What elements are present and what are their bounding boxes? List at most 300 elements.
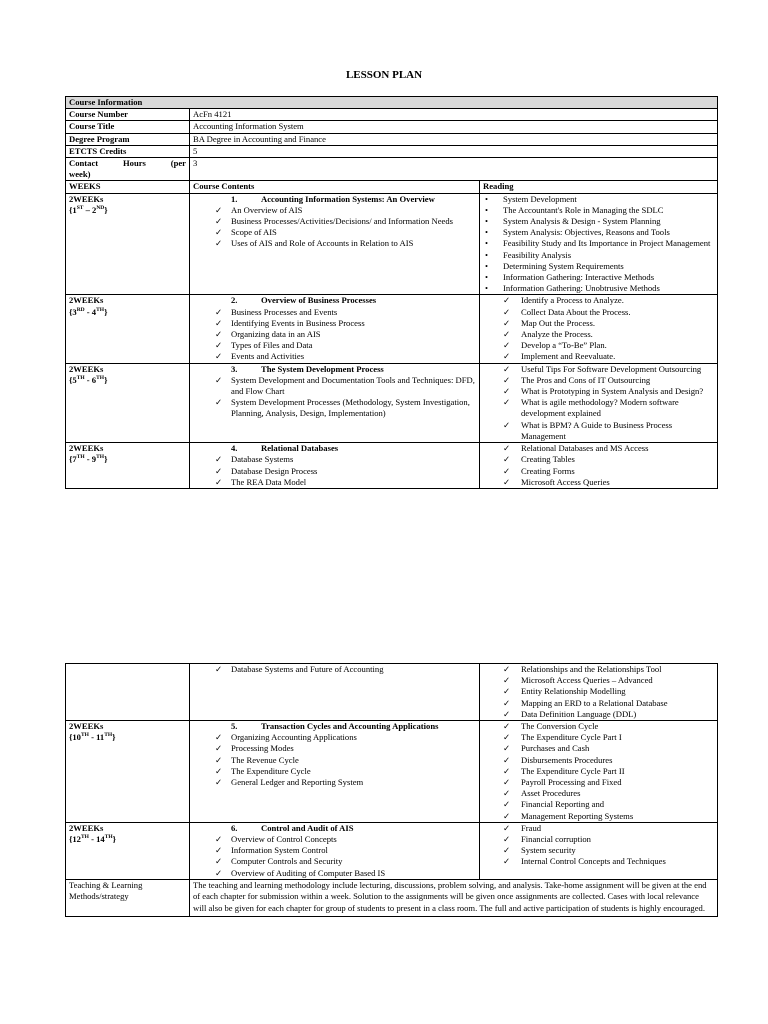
reading-text: Relationships and the Relationships Tool: [521, 664, 662, 674]
reading-item: [483, 205, 714, 216]
reading-item: [483, 675, 714, 686]
weeks-range-end: }: [104, 454, 108, 465]
lesson-plan-table-continued: [65, 663, 718, 917]
checkmark-icon: ✓: [215, 204, 223, 215]
topic-text: Business Processes/Activities/Decisions/ and Information Needs: [231, 216, 453, 227]
bullet-icon: •: [485, 249, 489, 260]
section-title: The System Development Process: [261, 363, 384, 374]
checkmark-icon: ✓: [215, 867, 223, 878]
topic-item: [193, 766, 476, 777]
reading-item: [483, 340, 714, 351]
weeks-range-sep: – 2: [83, 204, 97, 215]
topic-item: [193, 340, 476, 351]
reading-item: [483, 261, 714, 272]
methods-text: The teaching and learning methodology include lecturing, discussions, problem solving, and analysis. Take-home assignment will be given at the end of each chapter for submission within a week. Solution to the assignments will be given once assignments are collected. Cases with local relevance will also be given for each chapter for group of students to present in a class room. The full and active participation of students is highly encouraged.: [193, 879, 707, 913]
checkmark-icon: ✓: [503, 754, 511, 765]
checkmark-icon: ✓: [503, 765, 511, 776]
topic-text: Types of Files and Data: [231, 340, 313, 351]
reading-text: What is agile methodology? Modern software development explained: [521, 397, 679, 419]
reading-list: [483, 443, 714, 488]
checkmark-icon: ✓: [215, 777, 223, 788]
reading-text: System Analysis & Design - System Planning: [503, 216, 661, 227]
course-info-header: Course Information: [69, 97, 143, 107]
bullet-icon: •: [485, 227, 489, 238]
section-number: 1.: [231, 193, 238, 204]
topic-text: Uses of AIS and Role of Accounts in Relation to AIS: [231, 238, 414, 249]
weeks-range-end-suffix: TH: [96, 454, 105, 461]
checkmark-icon: ✓: [503, 822, 511, 833]
checkmark-icon: ✓: [215, 476, 223, 487]
section-title-row: [193, 443, 476, 454]
checkmark-icon: ✓: [503, 697, 511, 708]
topic-text: Organizing Accounting Applications: [231, 732, 357, 743]
weeks-range: [69, 375, 186, 386]
bullet-icon: •: [485, 260, 489, 271]
topic-list: [193, 307, 476, 363]
topic-item: [193, 755, 476, 766]
weeks-range: [69, 834, 186, 845]
checkmark-icon: ✓: [215, 743, 223, 754]
reading-item: [483, 799, 714, 810]
weeks-label: 2WEEKs: [69, 193, 104, 204]
topic-text: Database Design Process: [231, 465, 318, 476]
checkmark-icon: ✓: [215, 374, 223, 385]
weeks-label: 2WEEKs: [69, 443, 104, 454]
topic-list: [193, 732, 476, 788]
topic-item: [193, 477, 476, 488]
reading-item: [483, 307, 714, 318]
reading-text: The Pros and Cons of IT Outsourcing: [521, 374, 651, 385]
reading-text: Financial Reporting and: [521, 799, 605, 810]
topic-text: Computer Controls and Security: [231, 856, 343, 867]
reading-item: [483, 194, 714, 205]
column-header-reading: Reading: [483, 181, 514, 192]
checkmark-icon: ✓: [215, 227, 223, 238]
course-info-row: [66, 133, 718, 145]
section-title-row: [193, 295, 476, 306]
reading-item: [483, 272, 714, 283]
lesson-row: [66, 721, 718, 823]
reading-text: Payroll Processing and Fixed: [521, 777, 622, 788]
reading-item: [483, 732, 714, 743]
weeks-label: 2WEEKs: [69, 363, 104, 374]
reading-item: [483, 364, 714, 375]
reading-item: [483, 329, 714, 340]
reading-text: Microsoft Access Queries: [521, 476, 610, 487]
bullet-icon: •: [485, 193, 489, 204]
topic-text: Overview of Control Concepts: [231, 834, 337, 845]
topic-text: Information System Control: [231, 845, 328, 856]
checkmark-icon: ✓: [215, 238, 223, 249]
course-info-value: 5: [193, 145, 198, 156]
lesson-row-continued: [66, 664, 718, 721]
checkmark-icon: ✓: [503, 454, 511, 465]
reading-text: System security: [521, 845, 576, 856]
weeks-range-sep: - 11: [88, 732, 105, 743]
topic-list: [193, 205, 476, 250]
reading-text: The Expenditure Cycle Part II: [521, 765, 625, 776]
checkmark-icon: ✓: [503, 476, 511, 487]
course-info-row: [66, 145, 718, 157]
checkmark-icon: ✓: [503, 317, 511, 328]
reading-text: What is Prototyping in System Analysis and Design?: [521, 386, 704, 397]
checkmark-icon: ✓: [215, 306, 223, 317]
reading-text: What is BPM? A Guide to Business Process Management: [521, 419, 673, 441]
reading-item: [483, 788, 714, 799]
reading-text: Develop a “To-Be” Plan.: [521, 340, 607, 351]
topic-list: [193, 454, 476, 488]
checkmark-icon: ✓: [215, 834, 223, 845]
lesson-row: [66, 822, 718, 879]
weeks-range: [69, 454, 186, 465]
weeks-range-sep: - 14: [88, 834, 105, 845]
reading-text: Creating Tables: [521, 454, 575, 465]
reading-text: Purchases and Cash: [521, 743, 590, 754]
weeks-range-end: }: [104, 204, 108, 215]
topic-item: [193, 777, 476, 788]
topic-item: [193, 375, 476, 397]
course-info-value: 3: [193, 158, 198, 169]
course-info-label: Degree Program: [69, 133, 130, 144]
reading-text: System Development: [503, 193, 577, 204]
reading-item: [483, 834, 714, 845]
checkmark-icon: ✓: [503, 708, 511, 719]
topic-item: [193, 238, 476, 249]
checkmark-icon: ✓: [503, 777, 511, 788]
topic-text: System Development Processes (Methodology, System Investigation, Planning, Analysis, Design, Implementation): [231, 397, 470, 419]
checkmark-icon: ✓: [215, 765, 223, 776]
checkmark-icon: ✓: [503, 295, 511, 306]
reading-text: Collect Data About the Process.: [521, 306, 631, 317]
checkmark-icon: ✓: [215, 754, 223, 765]
topic-item: [193, 397, 476, 419]
reading-item: [483, 351, 714, 362]
section-number: 3.: [231, 363, 238, 374]
checkmark-icon: ✓: [503, 351, 511, 362]
topic-item: [193, 466, 476, 477]
column-header-row: [66, 181, 718, 193]
course-info-row: [66, 109, 718, 121]
topic-item: [193, 664, 476, 675]
reading-item: [483, 250, 714, 261]
reading-list: [483, 364, 714, 442]
reading-item: [483, 743, 714, 754]
reading-text: Internal Control Concepts and Techniques: [521, 856, 666, 867]
checkmark-icon: ✓: [503, 419, 511, 430]
topic-item: [193, 868, 476, 879]
course-info-label: Contact Hours (per week): [69, 158, 186, 180]
section-title-row: [193, 721, 476, 732]
topic-text: Business Processes and Events: [231, 306, 338, 317]
weeks-range-start-suffix: RD: [76, 306, 85, 313]
reading-item: [483, 397, 714, 419]
reading-text: Feasibility Study and Its Importance in Project Management: [503, 238, 711, 249]
methods-row: [66, 879, 718, 917]
weeks-range-start: {7: [69, 454, 77, 465]
checkmark-icon: ✓: [503, 788, 511, 799]
checkmark-icon: ✓: [503, 799, 511, 810]
checkmark-icon: ✓: [503, 443, 511, 454]
topic-text: System Development and Documentation Tools and Techniques: DFD, and Flow Chart: [231, 374, 475, 397]
reading-item: [483, 420, 714, 442]
reading-text: Entity Relationship Modelling: [521, 686, 626, 697]
weeks-range: [69, 205, 186, 216]
checkmark-icon: ✓: [503, 686, 511, 697]
topic-text: Processing Modes: [231, 743, 294, 754]
course-info-value: BA Degree in Accounting and Finance: [193, 133, 326, 144]
topic-list: [193, 375, 476, 420]
reading-item: [483, 709, 714, 720]
reading-text: Management Reporting Systems: [521, 810, 634, 821]
topic-item: [193, 307, 476, 318]
section-title: Accounting Information Systems: An Overview: [261, 193, 435, 204]
course-info-row: [66, 158, 718, 181]
reading-item: [483, 238, 714, 249]
topic-item: [193, 318, 476, 329]
reading-text: Implement and Reevaluate.: [521, 351, 616, 362]
course-info-row: [66, 121, 718, 133]
weeks-range-sep: - 4: [84, 306, 97, 317]
topic-item: [193, 351, 476, 362]
checkmark-icon: ✓: [503, 675, 511, 686]
course-info-value: Accounting Information System: [193, 121, 304, 132]
topic-text: Database Systems and Future of Accounting: [231, 664, 384, 674]
course-info-label: Course Title: [69, 121, 115, 132]
weeks-label: 2WEEKs: [69, 721, 104, 732]
reading-text: Microsoft Access Queries – Advanced: [521, 675, 653, 686]
reading-item: [483, 686, 714, 697]
weeks-range-sep: - 6: [84, 374, 97, 385]
reading-list: [483, 823, 714, 868]
checkmark-icon: ✓: [215, 216, 223, 227]
weeks-range-start-suffix: TH: [76, 375, 85, 382]
reading-text: Fraud: [521, 822, 542, 833]
checkmark-icon: ✓: [215, 856, 223, 867]
checkmark-icon: ✓: [503, 834, 511, 845]
weeks-label: 2WEEKs: [69, 295, 104, 306]
weeks-range-start-suffix: TH: [80, 834, 89, 841]
reading-text: Financial corruption: [521, 834, 591, 845]
checkmark-icon: ✓: [503, 397, 511, 408]
column-header-contents: Course Contents: [193, 181, 255, 192]
course-info-header-row: [66, 97, 718, 109]
reading-text: Determining System Requirements: [503, 260, 624, 271]
weeks-range-end: }: [104, 306, 108, 317]
reading-text: Information Gathering: Unobtrusive Methods: [503, 283, 660, 294]
topic-item: [193, 205, 476, 216]
weeks-range-start: {3: [69, 306, 77, 317]
checkmark-icon: ✓: [503, 340, 511, 351]
weeks-range: [69, 732, 186, 743]
reading-text: Mapping an ERD to a Relational Database: [521, 697, 668, 708]
reading-text: Relational Databases and MS Access: [521, 443, 649, 454]
topic-text: The Revenue Cycle: [231, 754, 299, 765]
topic-item: [193, 732, 476, 743]
course-info-label: ETCTS Credits: [69, 145, 127, 156]
column-header-weeks: WEEKS: [69, 181, 101, 192]
bullet-icon: •: [485, 216, 489, 227]
section-title: Overview of Business Processes: [261, 295, 377, 306]
topic-text: Scope of AIS: [231, 227, 277, 238]
topic-item: [193, 845, 476, 856]
reading-item: [483, 318, 714, 329]
weeks-range-sep: - 9: [84, 454, 97, 465]
reading-item: [483, 845, 714, 856]
reading-text: Useful Tips For Software Development Outsourcing: [521, 363, 702, 374]
section-number: 6.: [231, 822, 238, 833]
section-title: Relational Databases: [261, 443, 339, 454]
topic-text: The REA Data Model: [231, 476, 307, 487]
weeks-range-end: }: [112, 834, 117, 845]
checkmark-icon: ✓: [215, 317, 223, 328]
topic-text: Events and Activities: [231, 351, 305, 362]
checkmark-icon: ✓: [503, 374, 511, 385]
weeks-range-end-suffix: ND: [96, 204, 105, 211]
weeks-range-end: }: [104, 374, 108, 385]
checkmark-icon: ✓: [215, 465, 223, 476]
reading-item: [483, 664, 714, 675]
topic-list: [193, 834, 476, 879]
checkmark-icon: ✓: [215, 845, 223, 856]
section-title: Control and Audit of AIS: [261, 822, 354, 833]
reading-text: Feasibility Analysis: [503, 249, 572, 260]
weeks-range-end: }: [112, 732, 116, 743]
weeks-range-end-suffix: TH: [104, 732, 113, 739]
reading-item: [483, 777, 714, 788]
checkmark-icon: ✓: [215, 454, 223, 465]
topic-item: [193, 329, 476, 340]
checkmark-icon: ✓: [503, 664, 511, 674]
weeks-range-start: {12: [69, 834, 81, 845]
topic-text: Database Systems: [231, 454, 294, 465]
reading-item: [483, 823, 714, 834]
reading-item: [483, 386, 714, 397]
reading-item: [483, 466, 714, 477]
reading-text: The Accountant's Role in Managing the SDLC: [503, 204, 664, 215]
reading-item: [483, 477, 714, 488]
topic-text: Identifying Events in Business Process: [231, 317, 365, 328]
topic-text: Overview of Auditing of Computer Based IS: [231, 867, 386, 878]
lesson-row: [66, 295, 718, 363]
lesson-row: [66, 193, 718, 295]
lesson-row: [66, 363, 718, 442]
checkmark-icon: ✓: [215, 351, 223, 362]
weeks-range-start-suffix: ST: [76, 204, 84, 211]
course-info-label: Course Number: [69, 109, 128, 120]
reading-list: [483, 295, 714, 362]
section-number: 5.: [231, 721, 238, 732]
reading-text: The Conversion Cycle: [521, 721, 599, 732]
checkmark-icon: ✓: [503, 329, 511, 340]
checkmark-icon: ✓: [503, 810, 511, 821]
bullet-icon: •: [485, 204, 489, 215]
reading-text: Identify a Process to Analyze.: [521, 295, 624, 306]
checkmark-icon: ✓: [503, 363, 511, 374]
bullet-icon: •: [485, 272, 489, 283]
section-number: 2.: [231, 295, 238, 306]
topic-item: [193, 743, 476, 754]
topic-item: [193, 834, 476, 845]
reading-item: [483, 755, 714, 766]
topic-item: [193, 216, 476, 227]
reading-item: [483, 216, 714, 227]
checkmark-icon: ✓: [503, 465, 511, 476]
checkmark-icon: ✓: [215, 397, 223, 408]
reading-item: [483, 721, 714, 732]
weeks-range: [69, 307, 186, 318]
weeks-label: 2WEEKs: [69, 822, 104, 833]
lesson-row: [66, 443, 718, 489]
checkmark-icon: ✓: [215, 329, 223, 340]
weeks-range-start: {5: [69, 374, 77, 385]
checkmark-icon: ✓: [503, 856, 511, 867]
reading-list: [483, 664, 714, 720]
checkmark-icon: ✓: [503, 732, 511, 743]
course-info-value: AcFn 4121: [193, 109, 232, 120]
reading-list: [483, 194, 714, 295]
checkmark-icon: ✓: [503, 743, 511, 754]
section-title-row: [193, 194, 476, 205]
topic-text: The Expenditure Cycle: [231, 765, 311, 776]
checkmark-icon: ✓: [503, 845, 511, 856]
lesson-plan-table: [65, 96, 718, 489]
reading-text: Disbursements Procedures: [521, 754, 613, 765]
weeks-range-start-suffix: TH: [76, 454, 85, 461]
section-title-row: [193, 364, 476, 375]
checkmark-icon: ✓: [215, 664, 223, 674]
reading-text: Creating Forms: [521, 465, 575, 476]
weeks-range-start: {1: [69, 204, 77, 215]
weeks-range-start: {10: [69, 732, 81, 743]
reading-item: [483, 227, 714, 238]
weeks-range-start-suffix: TH: [80, 732, 89, 739]
topic-list: [193, 664, 476, 675]
section-number: 4.: [231, 443, 238, 454]
reading-item: [483, 283, 714, 294]
checkmark-icon: ✓: [503, 721, 511, 732]
reading-item: [483, 443, 714, 454]
topic-item: [193, 856, 476, 867]
weeks-range-end-suffix: TH: [96, 375, 105, 382]
topic-text: Organizing data in an AIS: [231, 329, 321, 340]
reading-item: [483, 698, 714, 709]
reading-text: The Expenditure Cycle Part I: [521, 732, 622, 743]
reading-list: [483, 721, 714, 822]
methods-label: Teaching & Learning Methods/strategy: [69, 879, 143, 902]
section-title-row: [193, 823, 476, 834]
bullet-icon: •: [485, 283, 489, 294]
bullet-icon: •: [485, 238, 489, 249]
reading-text: Information Gathering: Interactive Methods: [503, 272, 655, 283]
checkmark-icon: ✓: [215, 732, 223, 743]
page-title: LESSON PLAN: [345, 69, 423, 81]
reading-text: System Analysis: Objectives, Reasons and Tools: [503, 227, 670, 238]
weeks-range-end-suffix: TH: [104, 834, 113, 841]
checkmark-icon: ✓: [503, 306, 511, 317]
topic-text: An Overview of AIS: [231, 204, 303, 215]
reading-item: [483, 856, 714, 867]
reading-item: [483, 454, 714, 465]
topic-item: [193, 454, 476, 465]
section-title: Transaction Cycles and Accounting Applications: [261, 721, 439, 732]
reading-item: [483, 375, 714, 386]
reading-item: [483, 295, 714, 306]
reading-item: [483, 766, 714, 777]
reading-text: Data Definition Language (DDL): [521, 708, 637, 719]
weeks-range-end-suffix: TH: [96, 306, 105, 313]
checkmark-icon: ✓: [503, 386, 511, 397]
topic-text: General Ledger and Reporting System: [231, 777, 364, 788]
